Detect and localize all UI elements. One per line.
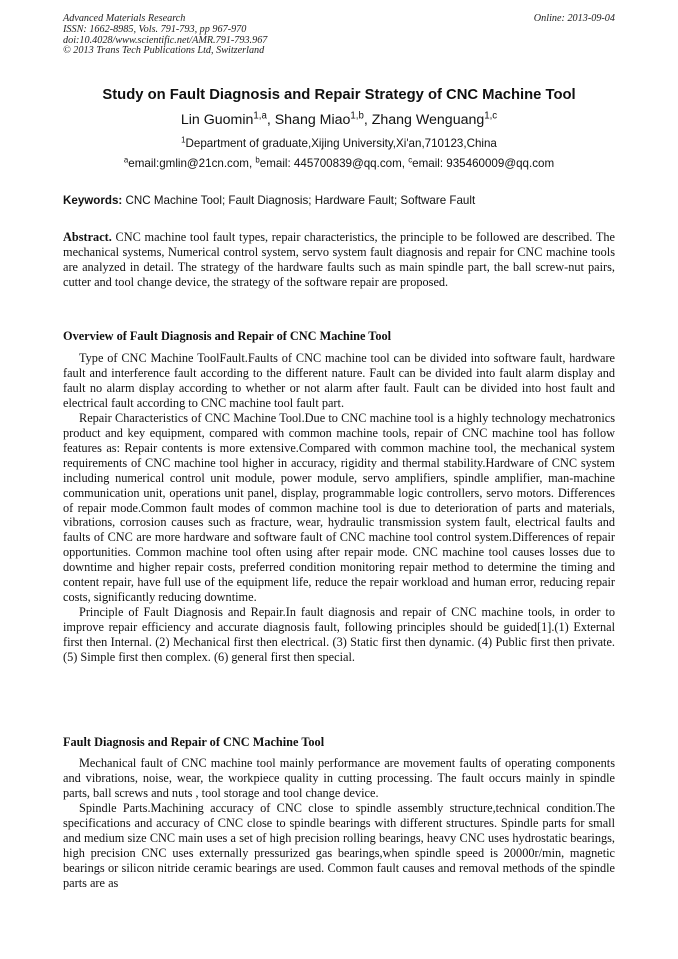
section-heading: Fault Diagnosis and Repair of CNC Machine Tool <box>63 735 325 749</box>
email-mark: b <box>255 155 260 165</box>
paragraph: Mechanical fault of CNC machine tool mainly performance are movement faults of operating components and vibrations, noise, wear, the workpiece quality in cutting processing. The fault occurs mainly in spindle parts, ball screws and nuts , tool storage and tool change device. <box>63 756 615 800</box>
journal-name: Advanced Materials Research <box>63 13 186 24</box>
abstract <box>63 230 615 290</box>
paragraph: Repair Characteristics of CNC Machine Tool.Due to CNC machine tool is a highly technology mechatronics product and key equipment, compared with common machine tools, repair of CNC machine tool has follow features as: Repair contents is more extensive.Compared with common machine tool, the mechanical system requirements of CNC machine tool higher in accuracy, rigidity and thermal stability.Hardware of CNC system including numerical control unit module, power module, servo amplifiers, spindle amplifier, man-machine communication unit, operations unit panel, display, programmable logic controllers, servo motors. Differences of repair mode.Common fault modes of common machine tool is due to deterioration of parts and materials, vibrations, corrosion causes such as fracture, wear, hydraulic transmission system fault, electrical faults and faults of CNC are more hardware and software fault of CNC machine tool control system.Differences of repair opportunities. Common machine tool often using after repair mode. CNC machine tool causes losses due to downtime and higher repair costs, preferred condition monitoring repair method to determine the timing and content repair, have full use of the equipment life, reduce the repair workload and human error, reducing repair costs, significantly reducing downtime. <box>63 410 615 605</box>
paragraph: Principle of Fault Diagnosis and Repair.In fault diagnosis and repair of CNC machine tools, in order to improve repair efficiency and accurate diagnosis fault, following principles should be guided[1].(1) External first then Internal. (2) Mechanical first then electrical. (3) Static first then dynamic. (4) Public first then private. (5) Simple first then complex. (6) general first then special. <box>63 605 615 665</box>
section-body <box>63 351 615 665</box>
copyright-line: © 2013 Trans Tech Publications Ltd, Switzerland <box>63 45 265 57</box>
paragraph: Type of CNC Machine ToolFault.Faults of CNC machine tool can be divided into software fault, hardware fault and interference fault according to the different nature. Fault can be divided into fault alarm display and fault no alarm display according to whether or not alarm after fault. Fault can be divided into host fault and electrical fault according to CNC machine tool fault part. <box>63 351 615 410</box>
author-name: Shang Miao <box>274 112 351 128</box>
author-separator: , <box>266 112 275 128</box>
section-body <box>63 756 615 891</box>
paper-title: Study on Fault Diagnosis and Repair Strategy of CNC Machine Tool <box>102 87 576 103</box>
author-affiliation-mark: 1,b <box>350 110 364 122</box>
author-affiliation-mark: 1,c <box>484 110 498 122</box>
keywords <box>63 194 615 207</box>
email-text: email: 445700839@qq.com, <box>259 157 409 170</box>
author-name: Zhang Wenguang <box>371 112 485 128</box>
issn-line: ISSN: 1662-8985, Vols. 791-793, pp 967-970 <box>63 23 247 35</box>
section-heading: Overview of Fault Diagnosis and Repair of CNC Machine Tool <box>63 329 392 343</box>
keywords-label: Keywords: <box>63 194 123 207</box>
abstract-text: CNC machine tool fault types, repair characteristics, the principle to be followed are described. The mechanical systems, Numerical control system, servo system fault diagnosis and repair for CNC machine tools are analyzed in detail. The strategy of the hardware faults such as main spindle part, the ball screw-nut pairs, cutter and tool change device, the strategy of the software repair are proposed. <box>63 230 615 289</box>
author-affiliation-mark: 1,a <box>253 110 267 122</box>
author-name: Lin Guomin <box>180 112 254 128</box>
author-list <box>40 112 638 128</box>
email-text: email:gmlin@21cn.com, <box>128 157 256 170</box>
affiliation-text: Department of graduate,Xijing University,Xi'an,710123,China <box>185 137 497 150</box>
email-mark: c <box>408 155 413 165</box>
doi-line[interactable]: doi:10.4028/www.scientific.net/AMR.791-793.967 <box>63 34 268 46</box>
online-date: Online: 2013-09-04 <box>533 13 615 24</box>
keywords-text: CNC Machine Tool; Fault Diagnosis; Hardware Fault; Software Fault <box>122 194 476 207</box>
email-text: email: 935460009@qq.com <box>412 157 555 170</box>
journal-header <box>63 14 267 57</box>
affiliation-mark: 1 <box>181 135 186 145</box>
author-separator: , <box>363 112 372 128</box>
email-mark: a <box>123 155 129 165</box>
paragraph: Spindle Parts.Machining accuracy of CNC close to spindle assembly structure,technical condition.The specifications and accuracy of CNC close to spindle bearings with different structures. Spindle parts for small and medium size CNC main uses a set of high precision rolling bearings, heavy CNC uses hydrostatic bearings, high precision CNC uses externally pressurized gas bearings,when spindle speed is 20000r/min, magnetic bearings or silicon nitride ceramic bearings are used. Common fault causes and removal methods of the spindle parts are as <box>63 800 615 890</box>
abstract-label: Abstract. <box>63 230 112 244</box>
email-list <box>40 157 638 170</box>
affiliation <box>40 137 638 150</box>
